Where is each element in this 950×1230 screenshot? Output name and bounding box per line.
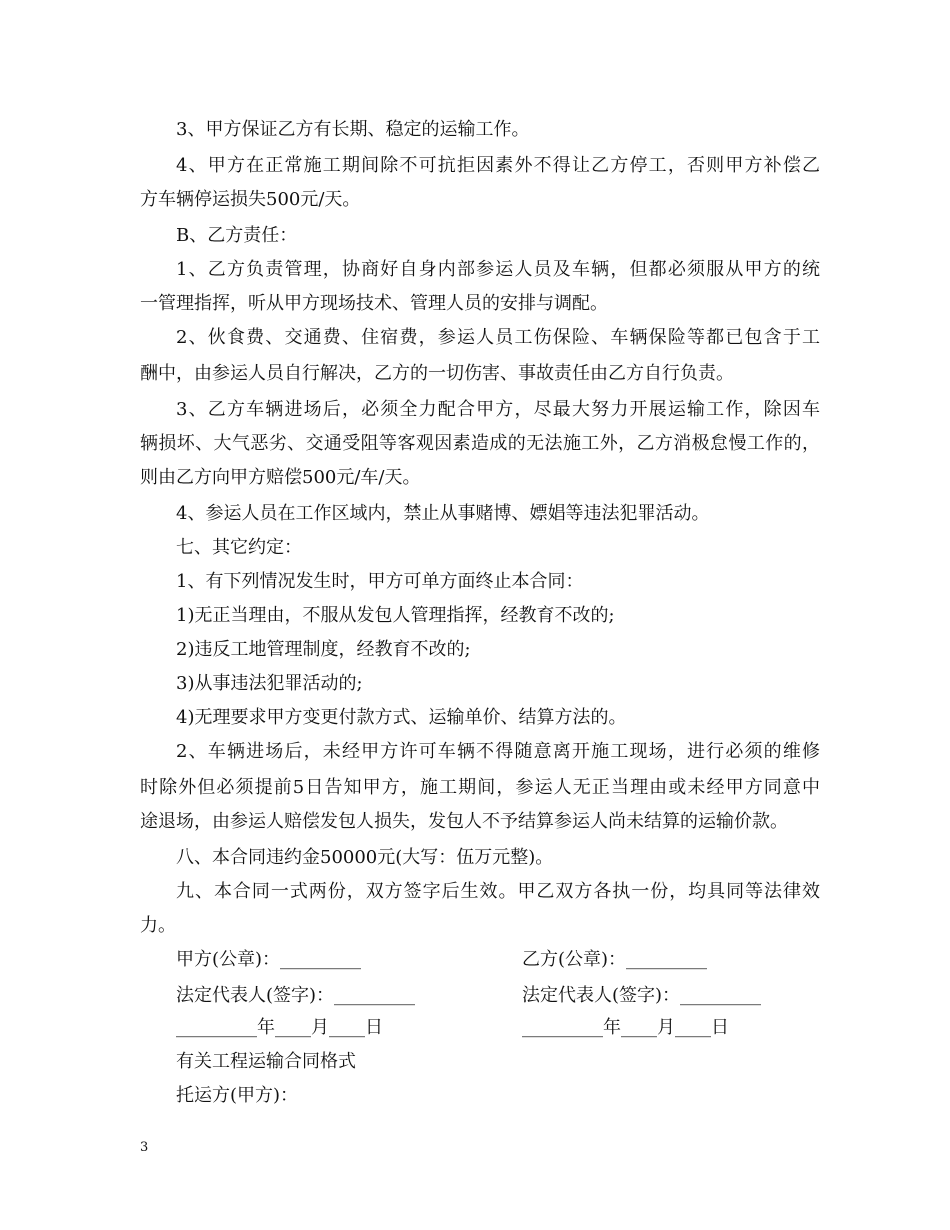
party-b-seal-field: 乙方(公章)：_________: [522, 949, 708, 970]
paragraph-line: 3、乙方车辆进场后，必须全力配合甲方，尽最大努力开展运输工作，除因车: [176, 399, 820, 420]
paragraph-line: 1、有下列情况发生时，甲方可单方面终止本合同：: [176, 571, 584, 592]
list-item: 2)违反工地管理制度，经教育不改的;: [176, 639, 471, 660]
paragraph-line: 力。: [140, 915, 176, 936]
party-b-representative-field: 法定代表人(签字)：_________: [522, 985, 762, 1006]
page-number: 3: [140, 1140, 149, 1155]
paragraph-line: 九、本合同一式两份，双方签字后生效。甲乙双方各执一份，均具同等法律效: [176, 881, 820, 902]
paragraph-line: 2、伙食费、交通费、住宿费，参运人员工伤保险、车辆保险等都已包含于工: [176, 327, 820, 348]
paragraph-line: 2、车辆进场后，未经甲方许可车辆不得随意离开施工现场，进行必须的维修: [176, 741, 820, 762]
party-a-seal-field: 甲方(公章)：_________: [176, 949, 362, 970]
next-document-title: 有关工程运输合同格式: [176, 1051, 356, 1072]
consignor-line: 托运方(甲方)：: [176, 1085, 299, 1106]
party-a-representative-field: 法定代表人(签字)：_________: [176, 985, 416, 1006]
paragraph-line: 则由乙方向甲方赔偿500元/车/天。: [140, 467, 421, 488]
paragraph-line: 时除外但必须提前5日告知甲方，施工期间，参运人无正当理由或未经甲方同意中: [140, 777, 820, 798]
paragraph-line: 3、甲方保证乙方有长期、稳定的运输工作。: [176, 119, 530, 140]
paragraph-line: 一管理指挥，听从甲方现场技术、管理人员的安排与调配。: [140, 293, 608, 314]
party-b-date-field: _________年____月____日: [522, 1017, 729, 1038]
paragraph-line: 4、参运人员在工作区域内，禁止从事赌博、嫖娼等违法犯罪活动。: [176, 503, 710, 524]
section-heading: B、乙方责任：: [176, 225, 298, 246]
paragraph-line: 途退场，由参运人赔偿发包人损失，发包人不予结算参运人尚未结算的运输价款。: [140, 811, 788, 832]
section-heading: 七、其它约定：: [176, 537, 302, 558]
paragraph-line: 方车辆停运损失500元/天。: [140, 189, 361, 210]
list-item: 4)无理要求甲方变更付款方式、运输单价、结算方法的。: [176, 707, 627, 728]
list-item: 3)从事违法犯罪活动的;: [176, 673, 363, 694]
paragraph-line: 1、乙方负责管理，协商好自身内部参运人员及车辆，但都必须服从甲方的统: [176, 259, 820, 280]
party-a-date-field: _________年____月____日: [176, 1017, 383, 1038]
paragraph-line: 辆损坏、大气恶劣、交通受阻等客观因素造成的无法施工外，乙方消极怠慢工作的，: [140, 433, 820, 454]
section-heading: 八、本合同违约金50000元(大写：伍万元整)。: [176, 847, 554, 868]
paragraph-line: 酬中，由参运人员自行解决，乙方的一切伤害、事故责任由乙方自行负责。: [140, 363, 734, 384]
paragraph-line: 4、甲方在正常施工期间除不可抗拒因素外不得让乙方停工，否则甲方补偿乙: [176, 155, 820, 176]
list-item: 1)无正当理由，不服从发包人管理指挥，经教育不改的;: [176, 605, 615, 626]
